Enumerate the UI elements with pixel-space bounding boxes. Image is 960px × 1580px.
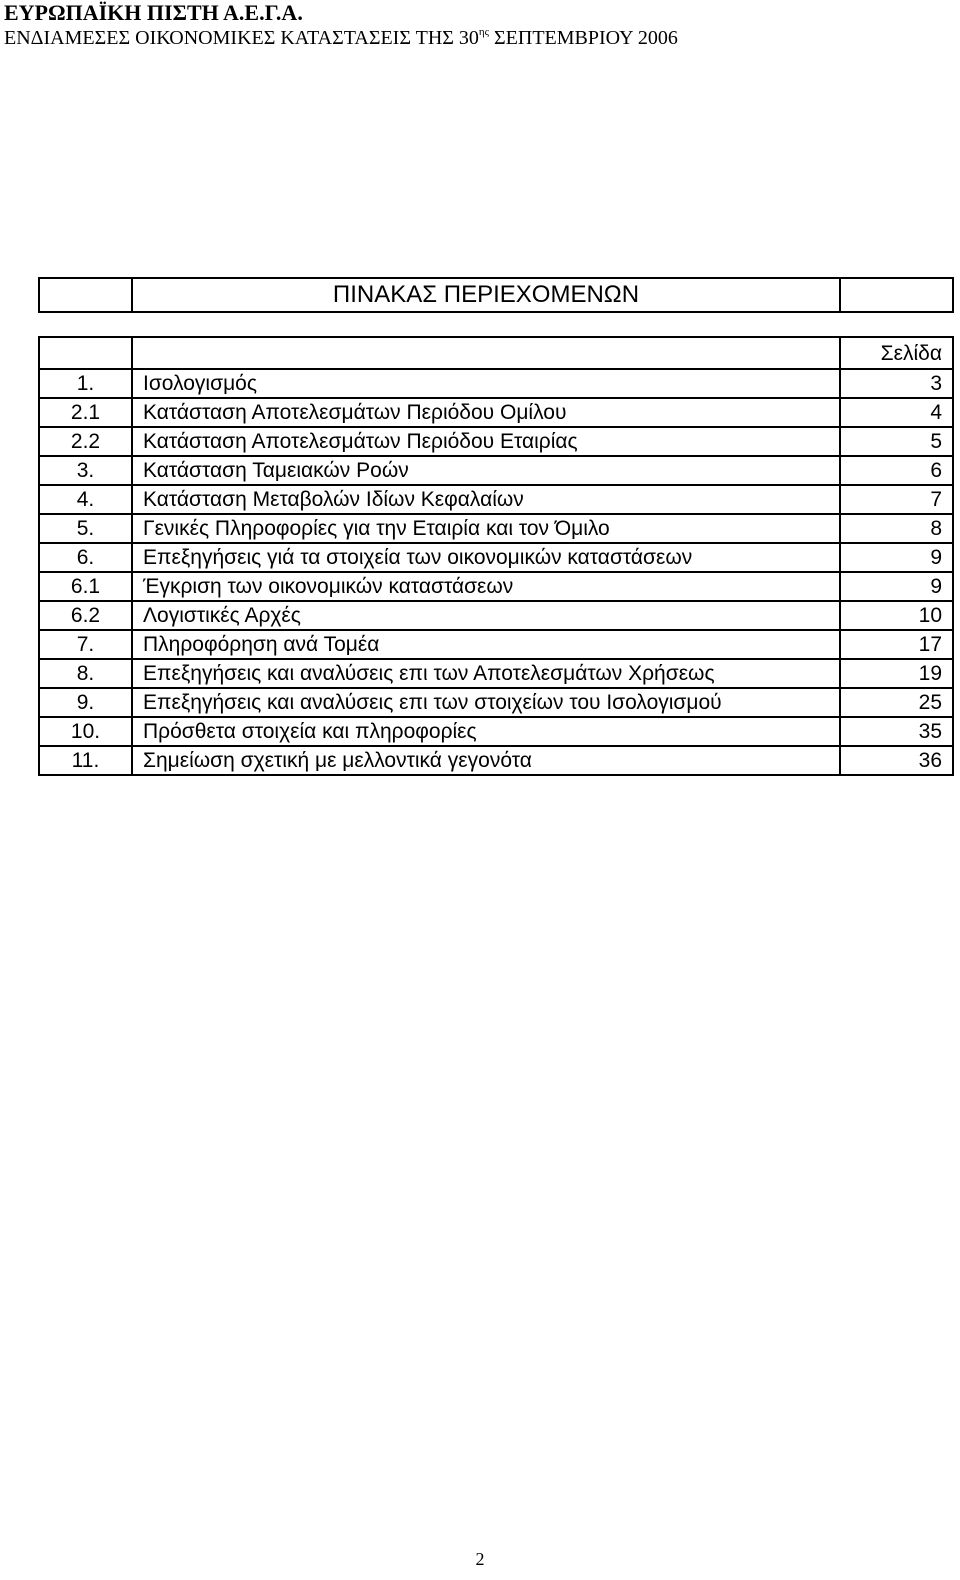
toc-entry-page: 9 bbox=[840, 572, 953, 601]
toc-header-row bbox=[39, 337, 953, 369]
toc-entry-row bbox=[39, 456, 953, 485]
toc-entry-row bbox=[39, 427, 953, 456]
toc-entry-number: 10. bbox=[39, 717, 132, 746]
toc-entry-number: 2.1 bbox=[39, 398, 132, 427]
toc-entry-page: 8 bbox=[840, 514, 953, 543]
toc-entry-number: 6.1 bbox=[39, 572, 132, 601]
toc-header-num-cell bbox=[39, 337, 132, 369]
toc-page-column-header: Σελίδα bbox=[840, 337, 953, 369]
toc-entry-number: 11. bbox=[39, 746, 132, 775]
toc-entry-title: Κατάσταση Ταμειακών Ροών bbox=[132, 456, 840, 485]
toc-entry-title: Ισολογισμός bbox=[132, 369, 840, 398]
toc-table bbox=[38, 336, 954, 776]
subtitle-date: ΣΕΠΤΕΜΒΡΙΟΥ 2006 bbox=[489, 27, 678, 49]
subtitle-main: ΕΝΔΙΑΜΕΣΕΣ ΟΙΚΟΝΟΜΙΚΕΣ ΚΑΤΑΣΤΑΣΕΙΣ ΤΗΣ 30 bbox=[4, 27, 479, 49]
toc-entry-number: 7. bbox=[39, 630, 132, 659]
subtitle-ordinal-suffix: ης bbox=[478, 26, 490, 38]
toc-entry-page: 19 bbox=[840, 659, 953, 688]
toc-entry-page: 4 bbox=[840, 398, 953, 427]
toc-entry-title: Λογιστικές Αρχές bbox=[132, 601, 840, 630]
toc-entry-page: 5 bbox=[840, 427, 953, 456]
toc-entry-page: 36 bbox=[840, 746, 953, 775]
toc-entry-row bbox=[39, 543, 953, 572]
toc-entry-row bbox=[39, 659, 953, 688]
toc-entry-title: Κατάσταση Αποτελεσμάτων Περιόδου Εταιρίας bbox=[132, 427, 840, 456]
toc-title-right-cell bbox=[840, 278, 953, 312]
toc-entry-title: Κατάσταση Αποτελεσμάτων Περιόδου Ομίλου bbox=[132, 398, 840, 427]
toc-entry-number: 4. bbox=[39, 485, 132, 514]
toc-entry-page: 7 bbox=[840, 485, 953, 514]
toc-entry-title: Επεξηγήσεις και αναλύσεις επι των στοιχείων του Ισολογισμού bbox=[132, 688, 840, 717]
toc-entry-title: Πληροφόρηση ανά Τομέα bbox=[132, 630, 840, 659]
toc-entry-page: 17 bbox=[840, 630, 953, 659]
toc-entry-title: Πρόσθετα στοιχεία και πληροφορίες bbox=[132, 717, 840, 746]
toc-entry-page: 6 bbox=[840, 456, 953, 485]
toc-entry-row bbox=[39, 369, 953, 398]
toc-entry-row bbox=[39, 746, 953, 775]
toc-title-row bbox=[39, 278, 953, 312]
toc-entry-number: 5. bbox=[39, 514, 132, 543]
toc-entry-page: 3 bbox=[840, 369, 953, 398]
toc-entry-page: 9 bbox=[840, 543, 953, 572]
toc-entry-row bbox=[39, 514, 953, 543]
toc-entry-number: 6. bbox=[39, 543, 132, 572]
toc-entry-page: 25 bbox=[840, 688, 953, 717]
toc-title: ΠΙΝΑΚΑΣ ΠΕΡΙΕΧΟΜΕΝΩΝ bbox=[132, 278, 840, 312]
toc-entry-page: 10 bbox=[840, 601, 953, 630]
toc-entry-title: Επεξηγήσεις και αναλύσεις επι των Αποτελεσμάτων Χρήσεως bbox=[132, 659, 840, 688]
company-name: ΕΥΡΩΠΑΪΚΗ ΠΙΣΤΗ Α.Ε.Γ.Α. bbox=[4, 0, 303, 25]
toc-entry-title: Κατάσταση Μεταβολών Ιδίων Κεφαλαίων bbox=[132, 485, 840, 514]
toc-entry-number: 8. bbox=[39, 659, 132, 688]
toc-entry-row bbox=[39, 398, 953, 427]
toc-header-title-cell bbox=[132, 337, 840, 369]
toc-entry-title: Έγκριση των οικονομικών καταστάσεων bbox=[132, 572, 840, 601]
toc-entry-number: 3. bbox=[39, 456, 132, 485]
page-number: 2 bbox=[475, 1549, 485, 1569]
toc-entry-title: Σημείωση σχετική με μελλοντικά γεγονότα bbox=[132, 746, 840, 775]
toc-entry-title: Επεξηγήσεις γιά τα στοιχεία των οικονομικών καταστάσεων bbox=[132, 543, 840, 572]
toc-entry-page: 35 bbox=[840, 717, 953, 746]
toc-entry-number: 2.2 bbox=[39, 427, 132, 456]
toc-entry-number: 9. bbox=[39, 688, 132, 717]
toc-entry-row bbox=[39, 688, 953, 717]
toc-entry-title: Γενικές Πληροφορίες για την Εταιρία και τον Όμιλο bbox=[132, 514, 840, 543]
toc-entry-row bbox=[39, 485, 953, 514]
toc-entry-row bbox=[39, 601, 953, 630]
toc-body bbox=[39, 337, 953, 775]
toc-entry-number: 1. bbox=[39, 369, 132, 398]
toc-entry-row bbox=[39, 630, 953, 659]
toc-title-table bbox=[38, 277, 954, 313]
toc-entry-number: 6.2 bbox=[39, 601, 132, 630]
document-subtitle bbox=[4, 26, 678, 50]
document-header bbox=[4, 0, 678, 50]
toc-entry-row bbox=[39, 572, 953, 601]
toc-entry-row bbox=[39, 717, 953, 746]
toc-title-left-cell bbox=[39, 278, 132, 312]
